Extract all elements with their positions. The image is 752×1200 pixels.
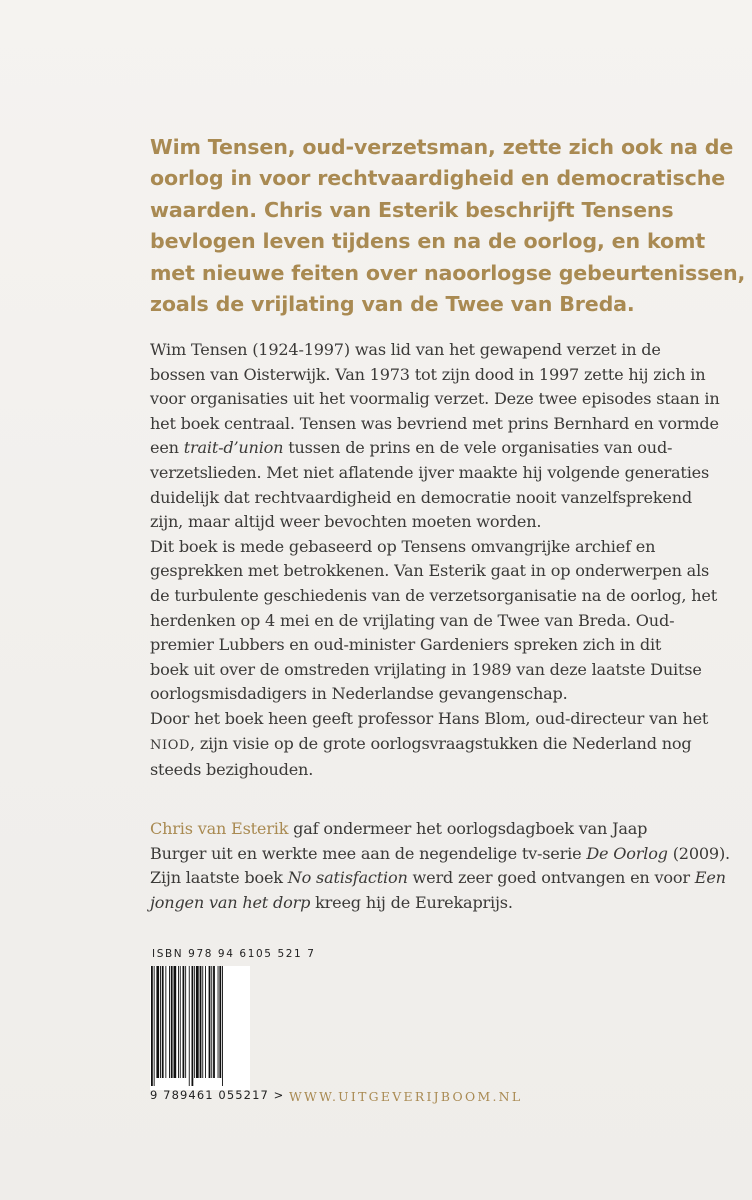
blurb-line: oorlog in voor rechtvaardigheid en democratische <box>150 166 726 191</box>
blurb-line: Wim Tensen, oud-verzetsman, zette zich ook na de <box>150 135 734 159</box>
barcode-bar <box>156 966 159 1078</box>
description-line: Wim Tensen (1924-1997) was lid van het gewapend verzet in de <box>150 340 661 359</box>
author-bio-text: (2009). <box>667 843 730 863</box>
description-line: gesprekken met betrokkenen. Van Esterik gaat in op onderwerpen als <box>150 561 710 581</box>
blurb <box>150 132 746 320</box>
author-bio-line <box>150 866 726 891</box>
barcode-bar <box>209 966 211 1078</box>
blurb-line: zoals de vrijlating van de Twee van Breda. <box>150 292 635 317</box>
description-line: zijn, maar altijd weer bevochten moeten worden. <box>150 512 542 532</box>
description-line: herdenken op 4 mei en de vrijlating van de Twee van Breda. Oud- <box>150 610 675 630</box>
blurb-line: waarden. Chris van Esterik beschrijft Tensens <box>150 197 674 222</box>
barcode-bar <box>171 966 173 1078</box>
description-line: Dit boek is mede gebaseerd op Tensens omvangrijke archief en <box>150 536 656 556</box>
barcode-bar <box>218 966 219 1078</box>
author-bio-text: Zijn laatste boek <box>150 868 288 888</box>
description-line: het boek centraal. Tensen was bevriend met prins Bernhard en vormde <box>150 413 719 433</box>
blurb-line: met nieuwe feiten over naoorlogse gebeurtenissen, <box>150 260 746 285</box>
barcode-bar <box>202 966 203 1078</box>
author-bio-text: werd zeer goed ontvangen en voor <box>407 868 695 888</box>
author-bio-text: gaf ondermeer het oorlogsdagboek van Jaap <box>288 819 648 838</box>
author-bio-text: kreeg hij de Eurekaprijs. <box>310 892 513 912</box>
barcode-bar <box>174 966 177 1078</box>
series-title: De Oorlog <box>586 843 668 863</box>
barcode-bar <box>211 966 212 1078</box>
book-title: Een <box>694 868 726 888</box>
description-line: oorlogsmisdadigers in Nederlandse gevangenschap. <box>150 684 568 704</box>
description-line: voor organisaties uit het voormalig verzet. Deze twee episodes staan in <box>150 389 720 409</box>
barcode-bar <box>189 966 190 1086</box>
barcode-bar <box>192 966 194 1086</box>
publisher-url: WWW.UITGEVERIJBOOM.NL <box>289 1089 523 1104</box>
blurb-line: bevlogen leven tijdens en na de oorlog, en komt <box>150 229 706 254</box>
description-line: boek uit over de omstreden vrijlating in 1989 van deze laatste Duitse <box>150 659 702 679</box>
barcode-bar <box>205 966 206 1078</box>
barcode-digits: 9 789461 055217 > <box>150 1088 285 1102</box>
barcode-bar <box>183 966 185 1078</box>
niod-smallcaps: NIOD <box>150 737 190 753</box>
barcode-bar <box>194 966 195 1078</box>
description-line: bossen van Oisterwijk. Van 1973 tot zijn dood in 1997 zette hij zich in <box>150 364 706 384</box>
barcode-bar <box>165 966 166 1078</box>
description-line: premier Lubbers en oud-minister Gardeniers spreken zich in dit <box>150 635 662 655</box>
author-name: Chris van Esterik <box>150 819 289 838</box>
italic-term: trait-d’union <box>183 438 284 458</box>
book-title: jongen van het dorp <box>150 892 311 912</box>
author-bio <box>150 817 730 915</box>
line-prefix: een <box>150 438 179 458</box>
barcode-bar <box>185 966 186 1078</box>
isbn-label: ISBN 978 94 6105 521 7 <box>152 948 316 960</box>
description-line: de turbulente geschiedenis van de verzetsorganisatie na de oorlog, het <box>150 585 717 605</box>
description-line: duidelijk dat rechtvaardigheid en democratie nooit vanzelfsprekend <box>150 487 693 507</box>
barcode-bar <box>222 966 223 1086</box>
barcode-bar <box>151 966 153 1086</box>
barcode-bar <box>213 966 215 1078</box>
barcode-bar <box>196 966 199 1078</box>
barcode-bar <box>178 966 179 1078</box>
barcode-bar <box>162 966 164 1078</box>
description <box>150 338 720 783</box>
author-bio-line <box>150 817 720 842</box>
description-line: Door het boek heen geeft professor Hans Blom, oud-directeur van het <box>150 708 709 728</box>
barcode-bar <box>169 966 170 1078</box>
barcode-bar <box>180 966 181 1078</box>
description-line: verzetslieden. Met niet aflatende ijver maakte hij volgende generaties <box>150 462 710 482</box>
barcode <box>150 966 250 1090</box>
line-rest: , zijn visie op de grote oorlogsvraagstukken die Nederland nog <box>190 733 692 753</box>
description-line <box>150 436 720 461</box>
barcode-bar <box>154 966 155 1086</box>
description-line: steeds bezighouden. <box>150 760 314 780</box>
barcode-bars <box>150 966 250 1086</box>
line-rest: tussen de prins en de vele organisaties van oud- <box>288 438 673 458</box>
barcode-bar <box>200 966 202 1078</box>
description-line <box>150 732 720 759</box>
author-bio-line <box>150 842 730 867</box>
barcode-bar <box>160 966 161 1078</box>
book-title: No satisfaction <box>287 868 408 888</box>
author-bio-line <box>150 891 720 916</box>
barcode-bar <box>219 966 221 1078</box>
author-bio-text: Burger uit en werkte mee aan de negendelige tv-serie <box>150 843 587 863</box>
